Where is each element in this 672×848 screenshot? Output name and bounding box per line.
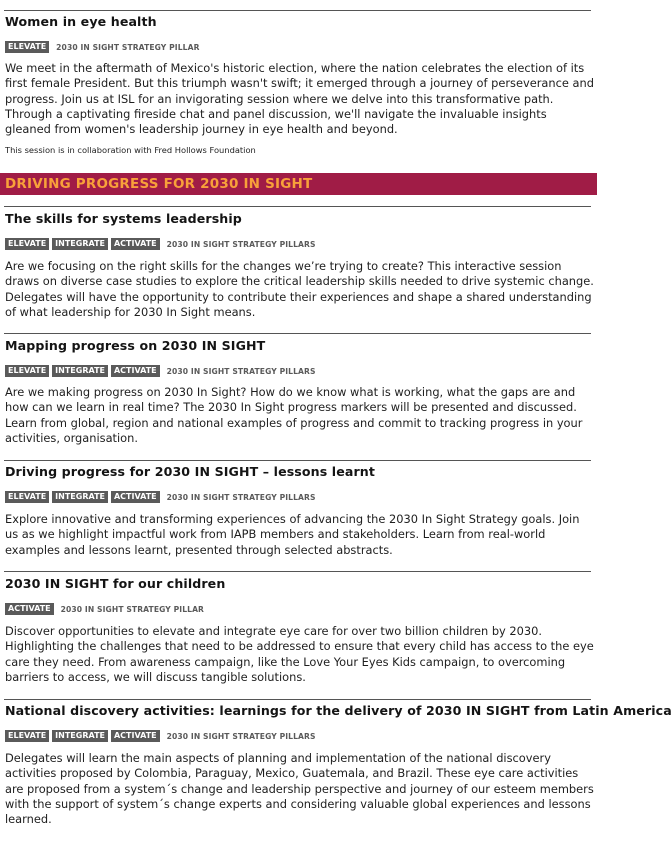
tag-badge: INTEGRATE: [52, 365, 108, 377]
tag-badge: ACTIVATE: [111, 238, 160, 250]
session-title: The skills for systems leadership: [5, 211, 242, 226]
pillar-label: 2030 IN SIGHT STRATEGY PILLARS: [166, 239, 316, 249]
session-description: We meet in the aftermath of Mexico's historic election, where the nation celebrates the election of its first female President. But this triumph wasn't swift; it emerged through a journey of perseverance and progress. Join us at ISL for an invigorating session where we delve into this transformative path. Through a captivating fireside chat and panel discussion, we'll navigate the invaluable insights gleaned from women's leadership journey in eye health and beyond.: [5, 61, 594, 137]
tag-badge: ACTIVATE: [111, 491, 160, 503]
session-tags: [5, 730, 316, 742]
section-divider: [4, 571, 591, 572]
pillar-label: 2030 IN SIGHT STRATEGY PILLARS: [166, 492, 316, 502]
session-tags: [5, 491, 316, 503]
section-banner-title: DRIVING PROGRESS FOR 2030 IN SIGHT: [5, 176, 313, 192]
section-divider: [4, 333, 591, 334]
pillar-label: 2030 IN SIGHT STRATEGY PILLAR: [60, 604, 205, 614]
tag-badge: ELEVATE: [5, 41, 49, 53]
session-description: Are we focusing on the right skills for the changes we’re trying to create? This interactive session draws on diverse case studies to explore the critical leadership skills needed to drive systemic change. Delegates will have the opportunity to contribute their experiences and shape a shared understanding of what leadership for 2030 In Sight means.: [5, 259, 594, 319]
section-banner: [0, 173, 597, 195]
tag-badge: INTEGRATE: [52, 730, 108, 742]
tag-badge: ACTIVATE: [111, 365, 160, 377]
section-divider: [4, 206, 591, 207]
session-tags: [5, 41, 200, 53]
session-title: Driving progress for 2030 IN SIGHT – lessons learnt: [5, 464, 375, 479]
pillar-label: 2030 IN SIGHT STRATEGY PILLARS: [166, 366, 316, 376]
pillar-label: 2030 IN SIGHT STRATEGY PILLARS: [166, 731, 316, 741]
session-tags: [5, 365, 316, 377]
pillar-label: 2030 IN SIGHT STRATEGY PILLAR: [56, 42, 200, 52]
session-description: Delegates will learn the main aspects of planning and implementation of the national discovery activities proposed by Colombia, Paraguay, Mexico, Guatemala, and Brazil. These eye care activities are proposed from a system´s change and leadership perspective and journey of our esteem members with the support of system´s change experts and considering valuable global experiences and lessons learned.: [5, 751, 594, 827]
session-tags: [5, 238, 316, 250]
tag-badge: ELEVATE: [5, 238, 49, 250]
session-description: Are we making progress on 2030 In Sight? How do we know what is working, what the gaps are and how can we learn in real time? The 2030 In Sight progress markers will be presented and discussed. Learn from global, region and national examples of progress and commit to tracking progress in your activities, organisation.: [5, 385, 583, 445]
section-divider: [4, 460, 591, 461]
session-description: Explore innovative and transforming experiences of advancing the 2030 In Sight Strategy goals. Join us as we highlight impactful work from IAPB members and stakeholders. Learn from real-world examples and lessons learnt, presented through selected abstracts.: [5, 512, 580, 557]
tag-badge: ACTIVATE: [111, 730, 160, 742]
section-divider: [4, 10, 591, 11]
collaboration-note: This session is in collaboration with Fred Hollows Foundation: [5, 145, 256, 155]
session-title: Women in eye health: [5, 14, 157, 29]
session-title: 2030 IN SIGHT for our children: [5, 576, 226, 591]
tag-badge: ELEVATE: [5, 365, 49, 377]
tag-badge: INTEGRATE: [52, 491, 108, 503]
session-tags: [5, 603, 204, 615]
session-title: National discovery activities: learnings for the delivery of 2030 IN SIGHT from Latin America: [5, 703, 672, 718]
tag-badge: INTEGRATE: [52, 238, 108, 250]
tag-badge: ELEVATE: [5, 730, 49, 742]
tag-badge: ACTIVATE: [5, 603, 54, 615]
session-description: Discover opportunities to elevate and integrate eye care for over two billion children by 2030. Highlighting the challenges that need to be addressed to ensure that every child has access to the eye care they need. From awareness campaign, like the Love Your Eyes Kids campaign, to overcoming barriers to access, we will discuss tangible solutions.: [5, 624, 594, 684]
section-divider: [4, 699, 591, 700]
tag-badge: ELEVATE: [5, 491, 49, 503]
session-title: Mapping progress on 2030 IN SIGHT: [5, 338, 266, 353]
